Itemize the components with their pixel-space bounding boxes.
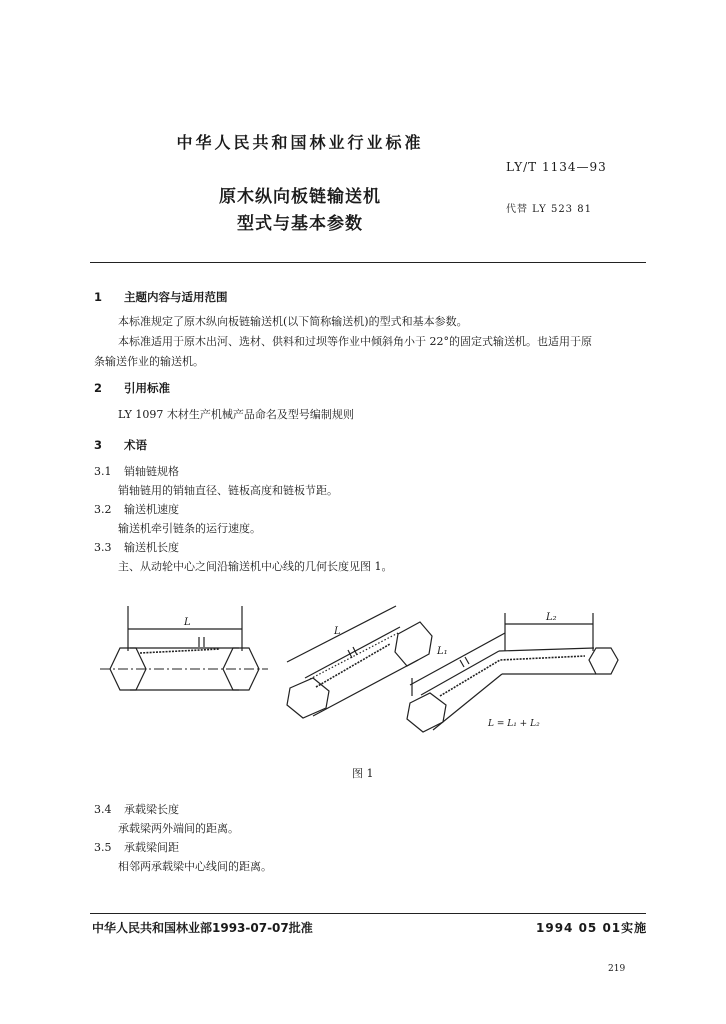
term-number: 3.1 — [94, 465, 112, 478]
inclined-conveyor-drawing — [287, 606, 432, 718]
term-number: 3.5 — [94, 841, 112, 854]
approval-line: 中华人民共和国林业部1993-07-07批准 — [92, 921, 313, 935]
replaces-standard: 代替 LY 523 81 — [506, 204, 592, 215]
figure-1-conveyor-diagrams — [100, 596, 630, 756]
document-title-line-2: 型式与基本参数 — [237, 214, 363, 234]
paragraph: 本标准规定了原木纵向板链输送机(以下简称输送机)的型式和基本参数。 — [118, 315, 468, 328]
section-number: 2 — [94, 381, 103, 395]
section-title: 引用标准 — [124, 381, 170, 395]
term-number: 3.3 — [94, 541, 112, 554]
length-formula: L = L₁ + L₂ — [488, 719, 540, 729]
section-2-heading — [94, 380, 170, 396]
section-title: 术语 — [124, 438, 147, 452]
paragraph-continuation: 条输送作业的输送机。 — [94, 355, 204, 368]
referenced-standard: LY 1097 木材生产机械产品命名及型号编制规则 — [118, 408, 354, 421]
dimension-label-L-inclined: L — [334, 626, 341, 637]
term-3-3 — [94, 538, 179, 558]
term-definition: 输送机牵引链条的运行速度。 — [118, 522, 261, 535]
term-number: 3.2 — [94, 503, 112, 516]
paragraph: 本标准适用于原木出河、选材、供料和过坝等作业中倾斜角小于 22°的固定式输送机。也适用于原 — [118, 335, 592, 348]
term-title: 承载梁间距 — [124, 841, 179, 854]
term-3-1 — [94, 462, 179, 482]
section-3-heading — [94, 437, 147, 453]
term-definition: 承载梁两外端间的距离。 — [118, 822, 239, 835]
issuing-body-title: 中华人民共和国林业行业标准 — [176, 133, 424, 152]
standard-number: LY/T 1134—93 — [506, 160, 607, 174]
section-title: 主题内容与适用范围 — [124, 290, 228, 304]
term-3-5 — [94, 838, 179, 858]
term-definition: 相邻两承载梁中心线间的距离。 — [118, 860, 272, 873]
dimension-label-L2: L₂ — [546, 612, 557, 623]
dimension-label-L: L — [184, 617, 191, 628]
term-title: 销轴链规格 — [124, 465, 179, 478]
term-3-4 — [94, 800, 179, 820]
effective-date: 1994 05 01实施 — [536, 921, 648, 935]
header-divider — [90, 262, 646, 263]
term-definition: 主、从动轮中心之间沿输送机中心线的几何长度见图 1。 — [118, 560, 393, 573]
section-1-heading — [94, 289, 228, 305]
document-title-line-1: 原木纵向板链输送机 — [219, 187, 381, 207]
section-number: 3 — [94, 438, 103, 452]
term-title: 输送机长度 — [124, 541, 179, 554]
section-number: 1 — [94, 290, 103, 304]
term-number: 3.4 — [94, 803, 112, 816]
term-definition: 销轴链用的销轴直径、链板高度和链板节距。 — [118, 484, 338, 497]
bent-conveyor-drawing — [407, 613, 618, 732]
term-title: 承载梁长度 — [124, 803, 179, 816]
term-3-2 — [94, 500, 179, 520]
page-number: 219 — [608, 964, 626, 974]
footer-divider — [90, 913, 646, 914]
figure-caption: 图 1 — [352, 767, 374, 780]
dimension-label-L1: L₁ — [437, 646, 448, 657]
term-title: 输送机速度 — [124, 503, 179, 516]
